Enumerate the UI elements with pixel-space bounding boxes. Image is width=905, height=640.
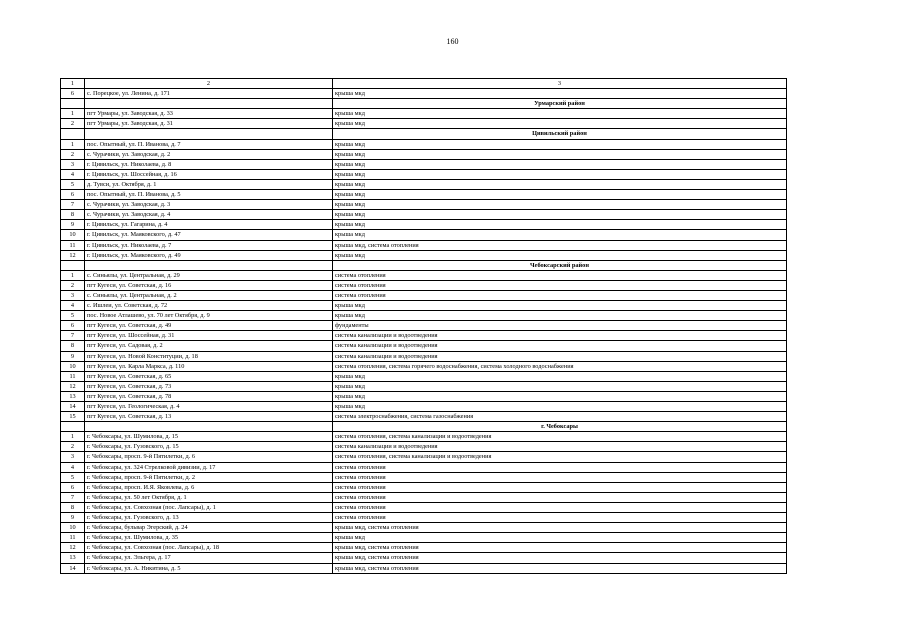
table-row [61, 200, 787, 210]
region-heading-row [61, 99, 787, 109]
works-cell: система отопления [333, 462, 787, 472]
page-number: 160 [446, 37, 459, 46]
address-cell: г. Чебоксары, ул. 324 Стрелковой дивизии, д. 17 [85, 462, 333, 472]
row-number-cell: 11 [61, 533, 85, 543]
region-empty-cell [61, 260, 85, 270]
address-cell: пгт Кугеси, ул. Новой Конституции, д. 18 [85, 351, 333, 361]
region-empty-cell [61, 129, 85, 139]
table-row [61, 402, 787, 412]
table-row [61, 169, 787, 179]
works-cell: система канализации и водоотведения [333, 331, 787, 341]
address-cell: г. Чебоксары, просп. 9-й Пятилетки, д. 2 [85, 472, 333, 482]
table-row [61, 361, 787, 371]
table-row [61, 533, 787, 543]
row-number-cell: 12 [61, 543, 85, 553]
works-cell: система канализации и водоотведения [333, 341, 787, 351]
address-cell: пгт Кугеси, ул. Советская, д. 16 [85, 280, 333, 290]
works-cell: система отопления [333, 270, 787, 280]
region-empty-cell [61, 422, 85, 432]
row-number-cell: 1 [61, 270, 85, 280]
region-empty-cell [85, 260, 333, 270]
table-row [61, 381, 787, 391]
table-row [61, 462, 787, 472]
address-cell: г. Цивильск, ул. Маяковского, д. 49 [85, 250, 333, 260]
table-row [61, 482, 787, 492]
address-cell: пгт Кугеси, ул. Советская, д. 13 [85, 412, 333, 422]
works-cell: система отопления, система канализации и водоотведения [333, 432, 787, 442]
table-row [61, 220, 787, 230]
address-cell: г. Чебоксары, просп. 9-й Пятилетки, д. 6 [85, 452, 333, 462]
table-row [61, 179, 787, 189]
works-cell: крыша мкд, система отопления [333, 543, 787, 553]
table-row [61, 432, 787, 442]
table-row [61, 331, 787, 341]
row-number-cell: 5 [61, 472, 85, 482]
row-number-cell: 8 [61, 341, 85, 351]
region-title: Чебоксарский район [333, 260, 787, 270]
row-number-cell: 7 [61, 200, 85, 210]
table-row [61, 321, 787, 331]
row-number-cell: 3 [61, 290, 85, 300]
works-cell: крыша мкд [333, 381, 787, 391]
works-cell: крыша мкд, система отопления [333, 553, 787, 563]
row-number-cell: 14 [61, 402, 85, 412]
address-cell: г. Чебоксары, ул. 50 лет Октября, д. 1 [85, 492, 333, 502]
works-cell: крыша мкд [333, 301, 787, 311]
row-number-cell: 4 [61, 301, 85, 311]
row-number-cell: 1 [61, 432, 85, 442]
row-number-cell: 14 [61, 563, 85, 573]
table-row [61, 472, 787, 482]
address-cell: с. Ишлеи, ул. Советская, д. 72 [85, 301, 333, 311]
row-number-cell: 12 [61, 250, 85, 260]
works-cell: крыша мкд [333, 533, 787, 543]
address-cell: пгт Урмары, ул. Заводская, д. 33 [85, 109, 333, 119]
address-cell: с. Синьялы, ул. Центральная, д. 29 [85, 270, 333, 280]
works-cell: крыша мкд [333, 190, 787, 200]
address-cell: г. Чебоксары, ул. Шумилова, д. 15 [85, 432, 333, 442]
works-cell: крыша мкд [333, 200, 787, 210]
works-cell: крыша мкд [333, 250, 787, 260]
works-cell: система отопления [333, 290, 787, 300]
works-cell: крыша мкд [333, 119, 787, 129]
works-cell: система отопления [333, 492, 787, 502]
region-heading-row [61, 422, 787, 432]
address-cell: д. Тувси, ул. Октября, д. 1 [85, 179, 333, 189]
address-cell: г. Цивильск, ул. Маяковского, д. 47 [85, 230, 333, 240]
table-row [61, 139, 787, 149]
region-heading-row [61, 129, 787, 139]
region-title: г. Чебоксары [333, 422, 787, 432]
table-row [61, 119, 787, 129]
works-cell: система отопления [333, 472, 787, 482]
works-cell: крыша мкд, система отопления [333, 240, 787, 250]
address-cell: г. Чебоксары, ул. Гузовского, д. 15 [85, 442, 333, 452]
row-number-cell: 11 [61, 371, 85, 381]
works-cell: система канализации и водоотведения [333, 442, 787, 452]
table-row [61, 553, 787, 563]
header-cell-number: 1 [61, 79, 85, 89]
works-cell: крыша мкд [333, 230, 787, 240]
row-number-cell: 6 [61, 482, 85, 492]
works-cell: крыша мкд [333, 179, 787, 189]
works-table [60, 78, 787, 574]
table-row [61, 452, 787, 462]
address-cell: с. Синьялы, ул. Центральная, д. 2 [85, 290, 333, 300]
row-number-cell: 6 [61, 89, 85, 99]
header-cell-works: 3 [333, 79, 787, 89]
works-cell: крыша мкд [333, 391, 787, 401]
row-number-cell: 6 [61, 190, 85, 200]
table-body [61, 79, 787, 574]
table-row [61, 442, 787, 452]
table-row [61, 492, 787, 502]
address-cell: пгт Кугеси, ул. Советская, д. 73 [85, 381, 333, 391]
address-cell: г. Чебоксары, ул. Совхозная (пос. Лапсары), д. 18 [85, 543, 333, 553]
works-cell: система отопления [333, 513, 787, 523]
region-empty-cell [85, 129, 333, 139]
table-row [61, 371, 787, 381]
address-cell: пос. Новое Атлашево, ул. 70 лет Октября, д. 9 [85, 311, 333, 321]
row-number-cell: 5 [61, 311, 85, 321]
row-number-cell: 11 [61, 240, 85, 250]
works-cell: система отопления [333, 502, 787, 512]
region-title: Цивильский район [333, 129, 787, 139]
row-number-cell: 8 [61, 502, 85, 512]
table-row [61, 351, 787, 361]
works-cell: крыша мкд [333, 371, 787, 381]
works-cell: крыша мкд [333, 149, 787, 159]
table-row [61, 149, 787, 159]
row-number-cell: 9 [61, 220, 85, 230]
row-number-cell: 2 [61, 149, 85, 159]
address-cell: пгт Кугеси, ул. Шоссейная, д. 31 [85, 331, 333, 341]
works-cell: крыша мкд [333, 159, 787, 169]
table-row [61, 523, 787, 533]
works-cell: крыша мкд [333, 109, 787, 119]
works-cell: система отопления [333, 482, 787, 492]
works-cell: крыша мкд, система отопления [333, 523, 787, 533]
region-empty-cell [61, 99, 85, 109]
row-number-cell: 1 [61, 139, 85, 149]
region-empty-cell [85, 422, 333, 432]
table-row [61, 159, 787, 169]
address-cell: с. Чурачики, ул. Заводская, д. 3 [85, 200, 333, 210]
row-number-cell: 15 [61, 412, 85, 422]
row-number-cell: 3 [61, 159, 85, 169]
row-number-cell: 10 [61, 230, 85, 240]
table-row [61, 502, 787, 512]
table-row [61, 250, 787, 260]
row-number-cell: 7 [61, 331, 85, 341]
row-number-cell: 13 [61, 391, 85, 401]
address-cell: пгт Кугеси, ул. Советская, д. 49 [85, 321, 333, 331]
address-cell: г. Чебоксары, просп. И.Я. Яковлева, д. 6 [85, 482, 333, 492]
address-cell: пгт Кугеси, ул. Садовая, д. 2 [85, 341, 333, 351]
row-number-cell: 9 [61, 513, 85, 523]
works-cell: крыша мкд [333, 169, 787, 179]
address-cell: г. Цивильск, ул. Шоссейная, д. 16 [85, 169, 333, 179]
address-cell: г. Цивильск, ул. Николаева, д. 7 [85, 240, 333, 250]
region-empty-cell [85, 99, 333, 109]
table-row [61, 210, 787, 220]
works-cell: крыша мкд [333, 311, 787, 321]
table-row [61, 543, 787, 553]
table-row [61, 563, 787, 573]
row-number-cell: 8 [61, 210, 85, 220]
address-cell: пгт Кугеси, ул. Геологическая, д. 4 [85, 402, 333, 412]
region-heading-row [61, 260, 787, 270]
works-cell: система электроснабжения, система газоснабжения [333, 412, 787, 422]
works-cell: система отопления, система канализации и водоотведения [333, 452, 787, 462]
row-number-cell: 4 [61, 462, 85, 472]
row-number-cell: 1 [61, 109, 85, 119]
header-cell-address: 2 [85, 79, 333, 89]
row-number-cell: 12 [61, 381, 85, 391]
works-cell: фундаменты [333, 321, 787, 331]
address-cell: с. Порецкое, ул. Ленина, д. 171 [85, 89, 333, 99]
address-cell: г. Цивильск, ул. Гагарина, д. 4 [85, 220, 333, 230]
works-cell: крыша мкд [333, 139, 787, 149]
table-row [61, 89, 787, 99]
row-number-cell: 9 [61, 351, 85, 361]
row-number-cell: 3 [61, 452, 85, 462]
table-row [61, 290, 787, 300]
row-number-cell: 5 [61, 179, 85, 189]
table-header-row [61, 79, 787, 89]
row-number-cell: 10 [61, 523, 85, 533]
table-row [61, 190, 787, 200]
row-number-cell: 10 [61, 361, 85, 371]
address-cell: г. Чебоксары, ул. Эльгера, д. 17 [85, 553, 333, 563]
works-cell: крыша мкд [333, 89, 787, 99]
table-row [61, 280, 787, 290]
table-row [61, 412, 787, 422]
row-number-cell: 2 [61, 280, 85, 290]
address-cell: пос. Опытный, ул. П. Иванова, д. 7 [85, 139, 333, 149]
address-cell: г. Чебоксары, ул. Совхозная (пос. Лапсары), д. 1 [85, 502, 333, 512]
row-number-cell: 13 [61, 553, 85, 563]
table-row [61, 230, 787, 240]
address-cell: пос. Опытный, ул. П. Иванова, д. 5 [85, 190, 333, 200]
works-cell: крыша мкд [333, 210, 787, 220]
table-row [61, 301, 787, 311]
works-cell: система отопления, система горячего водоснабжения, система холодного водоснабжения [333, 361, 787, 371]
address-cell: г. Чебоксары, бульвар Эгерский, д. 24 [85, 523, 333, 533]
works-cell: крыша мкд [333, 220, 787, 230]
works-cell: система канализации и водоотведения [333, 351, 787, 361]
address-cell: пгт Урмары, ул. Заводская, д. 31 [85, 119, 333, 129]
address-cell: г. Чебоксары, ул. Шумилова, д. 35 [85, 533, 333, 543]
address-cell: пгт Кугеси, ул. Советская, д. 78 [85, 391, 333, 401]
address-cell: г. Цивильск, ул. Николаева, д. 8 [85, 159, 333, 169]
address-cell: пгт Кугеси, ул. Карла Маркса, д. 110 [85, 361, 333, 371]
table-row [61, 240, 787, 250]
works-cell: крыша мкд [333, 402, 787, 412]
address-cell: г. Чебоксары, ул. А. Никитина, д. 5 [85, 563, 333, 573]
table-row [61, 311, 787, 321]
works-cell: система отопления [333, 280, 787, 290]
table-row [61, 341, 787, 351]
address-cell: г. Чебоксары, ул. Гузовского, д. 13 [85, 513, 333, 523]
row-number-cell: 6 [61, 321, 85, 331]
row-number-cell: 4 [61, 169, 85, 179]
works-cell: крыша мкд, система отопления [333, 563, 787, 573]
address-cell: с. Чурачики, ул. Заводская, д. 2 [85, 149, 333, 159]
address-cell: с. Чурачики, ул. Заводская, д. 4 [85, 210, 333, 220]
row-number-cell: 2 [61, 442, 85, 452]
row-number-cell: 2 [61, 119, 85, 129]
table-row [61, 270, 787, 280]
table-row [61, 109, 787, 119]
row-number-cell: 7 [61, 492, 85, 502]
address-cell: пгт Кугеси, ул. Советская, д. 65 [85, 371, 333, 381]
table-row [61, 391, 787, 401]
table-row [61, 513, 787, 523]
region-title: Урмарский район [333, 99, 787, 109]
